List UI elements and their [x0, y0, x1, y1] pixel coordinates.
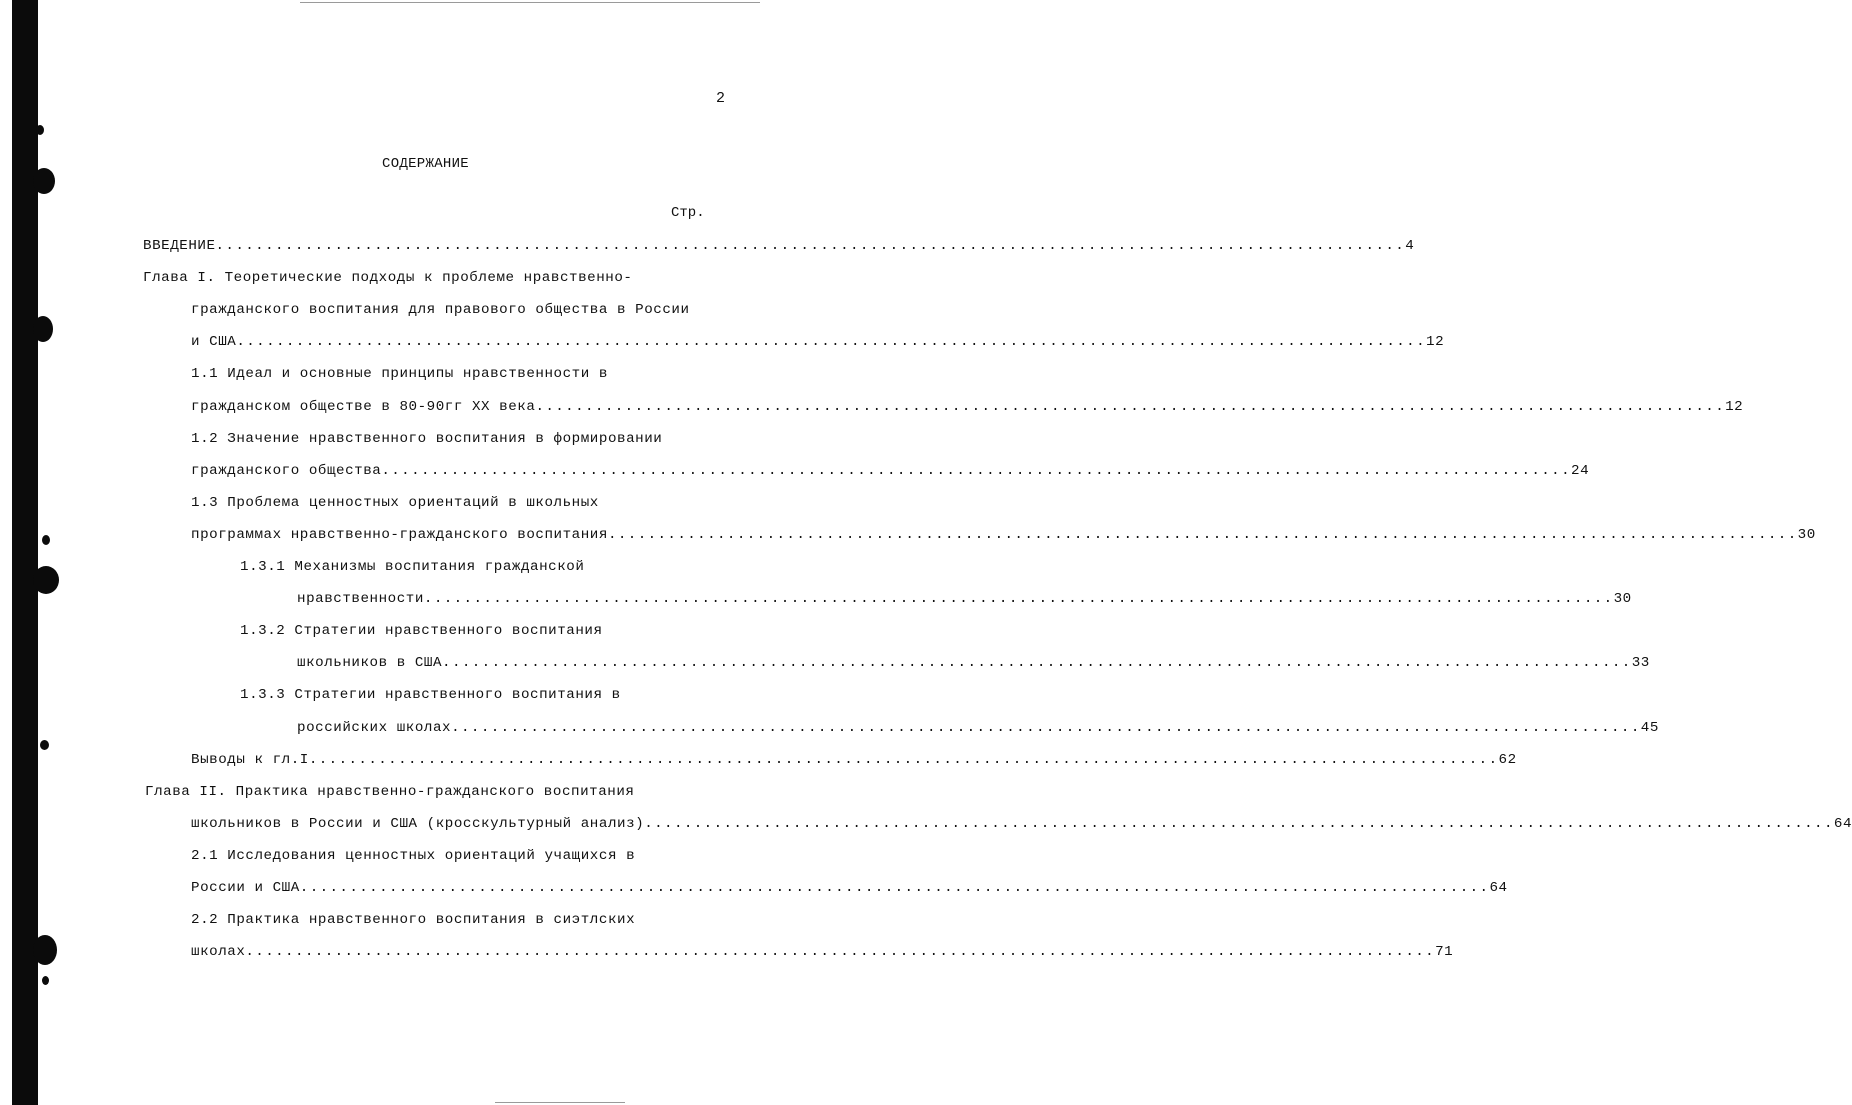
toc-leader-dots: ........................................................................................................................	[299, 880, 1490, 896]
toc-page-number: 30	[1797, 526, 1816, 543]
toc-entry-text: 1.1 Идеал и основные принципы нравственности в	[191, 366, 608, 383]
toc-entry-text: 1.3 Проблема ценностных ориентаций в школьных	[191, 494, 599, 511]
toc-entry	[191, 847, 635, 865]
toc-page-number: 12	[1426, 334, 1445, 351]
top-edge-line	[300, 2, 760, 3]
toc-entry	[191, 943, 1454, 961]
toc-entry-text: Глава II. Практика нравственно-гражданского воспитания	[145, 783, 635, 800]
punch-hole	[33, 935, 57, 965]
toc-entry	[191, 911, 635, 929]
toc-entry-text: 1.3.2 Стратегии нравственного воспитания	[240, 623, 603, 640]
toc-entry-text: 1.3.3 Стратегии нравственного воспитания в	[240, 687, 621, 704]
toc-entry	[297, 719, 1659, 737]
toc-entry	[191, 462, 1590, 480]
toc-leader-dots: ........................................................................................................................	[381, 462, 1572, 479]
page-number: 2	[716, 90, 726, 107]
toc-entry-text: Выводы к гл.I	[191, 751, 309, 768]
toc-leader-dots: ........................................................................................................................	[442, 655, 1632, 672]
toc-entry	[297, 654, 1650, 672]
toc-entry	[240, 622, 603, 640]
punch-hole	[42, 535, 50, 545]
toc-entry	[240, 558, 584, 576]
toc-leader-dots: ........................................................................................................................	[607, 526, 1798, 543]
toc-page-number: 24	[1571, 462, 1590, 479]
page-title: СОДЕРЖАНИЕ	[382, 156, 470, 172]
punch-hole	[33, 316, 53, 342]
toc-entry-text: школьников в США	[297, 655, 443, 672]
toc-entry	[191, 333, 1445, 351]
toc-page-number: 4	[1405, 238, 1415, 254]
toc-page-number: 45	[1640, 719, 1659, 736]
punch-hole	[42, 976, 49, 985]
toc-page-number: 12	[1725, 398, 1744, 415]
toc-entry	[191, 398, 1744, 416]
toc-entry	[143, 237, 1415, 255]
toc-leader-dots: ........................................................................................................................	[245, 944, 1436, 961]
toc-entry-text: гражданского воспитания для правового общества в России	[191, 302, 690, 319]
toc-entry-text: 1.2 Значение нравственного воспитания в формировании	[191, 430, 663, 447]
toc-entry-text: и США	[191, 334, 237, 351]
toc-entry-text: школьников в России и США (кросскультурный анализ)	[191, 815, 645, 832]
toc-entry-text: школах	[191, 944, 246, 961]
toc-entry	[143, 269, 632, 287]
punch-hole	[36, 125, 44, 135]
toc-entry	[191, 751, 1517, 769]
toc-entry	[191, 815, 1852, 833]
toc-entry-text: программах нравственно-гражданского воспитания	[191, 526, 608, 543]
punch-hole	[40, 740, 49, 750]
toc-page-number: 71	[1435, 944, 1454, 961]
toc-page-number: 64	[1833, 815, 1852, 832]
toc-page-number: 33	[1631, 655, 1650, 672]
toc-leader-dots: ........................................................................................................................	[215, 238, 1406, 254]
toc-entry-text: гражданского общества	[191, 462, 382, 479]
toc-leader-dots: ........................................................................................................................	[451, 719, 1641, 736]
bottom-edge-line	[495, 1102, 625, 1103]
toc-entry-text: гражданском обществе в 80-90гг XX века	[191, 398, 536, 415]
toc-entry-text: России и США	[191, 880, 300, 896]
toc-page-number: 64	[1489, 880, 1508, 896]
toc-leader-dots: ........................................................................................................................	[236, 334, 1426, 351]
toc-entry	[191, 526, 1816, 544]
toc-page-number: 30	[1613, 591, 1632, 608]
toc-entry	[145, 783, 634, 801]
toc-entry	[191, 879, 1508, 897]
toc-entry-text: 2.2 Практика нравственного воспитания в сиэтлских	[191, 912, 636, 929]
toc-page-number: 62	[1498, 751, 1517, 768]
toc-entry-text: нравственности	[297, 591, 424, 608]
toc-entry	[191, 301, 690, 319]
binding-strip	[12, 0, 38, 1105]
toc-entry-text: ВВЕДЕНИЕ	[143, 238, 216, 254]
toc-leader-dots: ........................................................................................................................	[423, 591, 1614, 608]
punch-hole	[33, 566, 59, 594]
toc-entry	[191, 494, 599, 512]
toc-leader-dots: ........................................................................................................................	[535, 398, 1726, 415]
toc-entry-text: российских школах	[297, 719, 452, 736]
toc-leader-dots: ........................................................................................................................	[308, 751, 1499, 768]
toc-entry	[191, 365, 608, 383]
toc-entry	[191, 430, 662, 448]
punch-hole	[33, 168, 55, 194]
toc-entry	[240, 686, 621, 704]
toc-entry-text: Глава I. Теоретические подходы к проблеме нравственно-	[143, 270, 633, 287]
toc-entry-text: 2.1 Исследования ценностных ориентаций учащихся в	[191, 847, 636, 864]
toc-leader-dots: ........................................................................................................................	[644, 815, 1834, 832]
toc-entry	[297, 590, 1632, 608]
page-column-header: Стр.	[671, 205, 705, 221]
toc-entry-text: 1.3.1 Механизмы воспитания гражданской	[240, 559, 585, 575]
